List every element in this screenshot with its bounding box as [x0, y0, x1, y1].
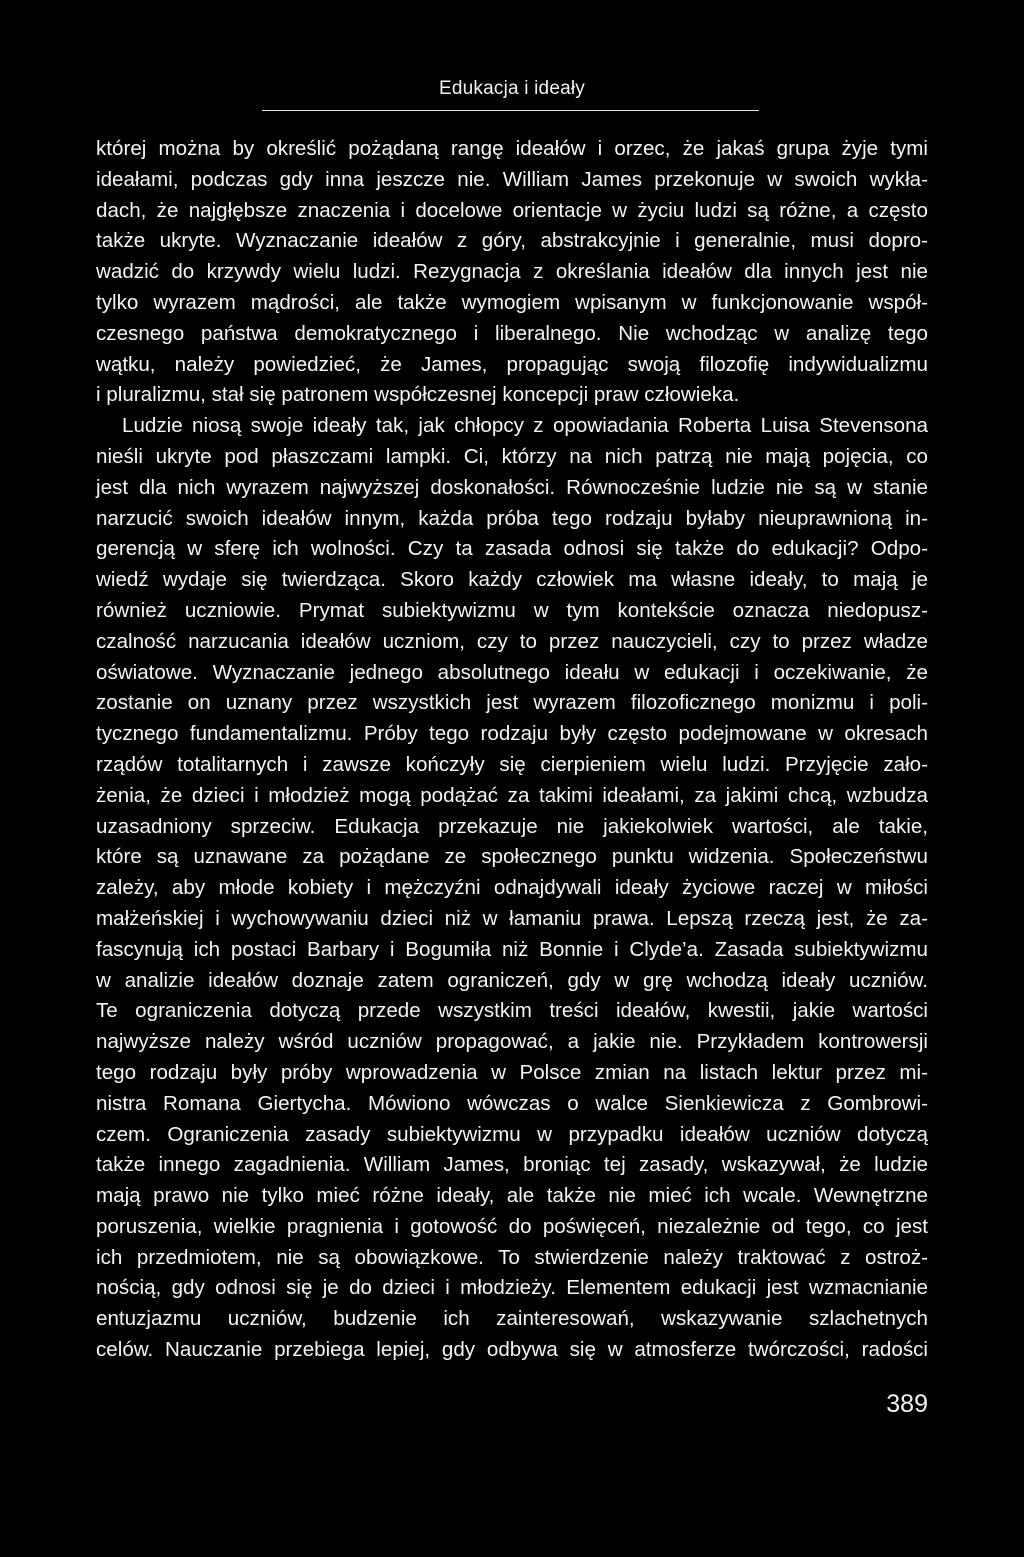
text-line: tycznego fundamentalizmu. Próby tego rodzaju były często podejmowane w okresach [96, 722, 928, 746]
text-line: ich przedmiotem, nie są obowiązkowe. To stwierdzenie należy traktować z ostroż- [96, 1245, 928, 1269]
body-text [96, 134, 928, 1366]
text-line-paragraph-start: Ludzie niosą swoje ideały tak, jak chłopcy z opowiadania Roberta Luisa Stevensona [122, 414, 928, 438]
text-line: i pluralizmu, stał się patronem współczesnej koncepcji praw człowieka. [96, 383, 740, 407]
text-line: tylko wyrazem mądrości, ale także wymogiem wpisanym w funkcjonowanie współ- [96, 290, 928, 314]
text-line: nością, gdy odnosi się je do dzieci i młodzieży. Elementem edukacji jest wzmacnianie [96, 1276, 928, 1300]
text-line: celów. Nauczanie przebiega lepiej, gdy odbywa się w atmosferze twórczości, radości [96, 1338, 928, 1362]
text-line: rządów totalitarnych i zawsze kończyły się cierpieniem wielu ludzi. Przyjęcie zało- [96, 752, 928, 776]
text-line: ideałami, podczas gdy inna jeszcze nie. William James przekonuje w swoich wykła- [96, 167, 928, 191]
text-line: także innego zagadnienia. William James, broniąc tej zasady, wskazywał, że ludzie [96, 1153, 928, 1177]
text-line: wiedź wydaje się twierdząca. Skoro każdy człowiek ma własne ideały, to mają je [96, 568, 928, 592]
text-line: gerencją w sferę ich wolności. Czy ta zasada odnosi się także do edukacji? Odpo- [96, 537, 928, 561]
text-line: wadzić do krzywdy wielu ludzi. Rezygnacja z określania ideałów dla innych jest nie [96, 260, 928, 284]
page-number: 389 [886, 1390, 928, 1418]
text-line: małżeńskiej i wychowywaniu dzieci niż w łamaniu prawa. Lepszą rzeczą jest, że za- [96, 906, 928, 930]
text-line: uzasadniony sprzeciw. Edukacja przekazuje nie jakiekolwiek wartości, ale takie, [96, 814, 928, 838]
text-line: której można by określić pożądaną rangę ideałów i orzec, że jakaś grupa żyje tymi [96, 137, 928, 160]
text-line: w analizie ideałów doznaje zatem ograniczeń, gdy w grę wchodzą ideały uczniów. [96, 968, 928, 992]
text-line: czem. Ograniczenia zasady subiektywizmu w przypadku ideałów uczniów dotyczą [96, 1122, 928, 1146]
header-rule [262, 110, 759, 111]
text-line: narzucić swoich ideałów innym, każda próba tego rodzaju byłaby nieuprawnioną in- [96, 506, 928, 530]
text-line: wątku, należy powiedzieć, że James, propagując swoją filozofię indywidualizmu [96, 352, 928, 376]
running-header-title: Edukacja i ideały [439, 78, 585, 99]
text-line: entuzjazmu uczniów, budzenie ich zainteresowań, wskazywanie szlachetnych [96, 1307, 928, 1331]
text-line: nistra Romana Giertycha. Mówiono wówczas o walce Sienkiewicza z Gombrowi- [96, 1091, 928, 1115]
text-line: Te ograniczenia dotyczą przede wszystkim treści ideałów, kwestii, jakie wartości [96, 999, 928, 1023]
text-line: jest dla nich wyrazem najwyższej doskonałości. Równocześnie ludzie nie są w stanie [96, 475, 928, 499]
text-line: czesnego państwa demokratycznego i liberalnego. Nie wchodząc w analizę tego [96, 321, 928, 345]
text-line: oświatowe. Wyznaczanie jednego absolutnego ideału w edukacji i oczekiwanie, że [96, 660, 928, 684]
text-line: także ukryte. Wyznaczanie ideałów z góry, abstrakcyjnie i generalnie, musi dopro- [96, 229, 928, 253]
text-line: mają prawo nie tylko mieć różne ideały, ale także nie mieć ich wcale. Wewnętrzne [96, 1184, 928, 1208]
text-line: zostanie on uznany przez wszystkich jest wyrazem filozoficznego monizmu i poli- [96, 691, 928, 715]
text-line: fascynują ich postaci Barbary i Bogumiła niż Bonnie i Clyde’a. Zasada subiektywizmu [96, 937, 928, 961]
text-line: tego rodzaju były próby wprowadzenia w Polsce zmian na listach lektur przez mi- [96, 1060, 928, 1084]
text-line: które są uznawane za pożądane ze społecznego punktu widzenia. Społeczeństwu [96, 845, 928, 869]
text-line: poruszenia, wielkie pragnienia i gotowość do poświęceń, niezależnie od tego, co jest [96, 1214, 928, 1238]
text-line: dach, że najgłębsze znaczenia i docelowe orientacje w życiu ludzi są różne, a często [96, 198, 928, 222]
text-line: żenia, że dzieci i młodzież mogą podążać za takimi ideałami, za jakimi chcą, wzbudza [96, 783, 928, 807]
text-line: najwyższe należy wśród uczniów propagować, a jakie nie. Przykładem kontrowersji [96, 1030, 928, 1054]
text-line: czalność narzucania ideałów uczniom, czy to przez nauczycieli, czy to przez władze [96, 629, 928, 653]
text-line: zależy, aby młode kobiety i mężczyźni odnajdywali ideały życiowe raczej w miłości [96, 876, 928, 900]
text-line: nieśli ukryte pod płaszczami lampki. Ci, którzy na nich patrzą nie mają pojęcia, co [96, 444, 928, 468]
text-line: również uczniowie. Prymat subiektywizmu w tym kontekście oznacza niedopusz- [96, 598, 928, 622]
running-header [0, 78, 1024, 100]
